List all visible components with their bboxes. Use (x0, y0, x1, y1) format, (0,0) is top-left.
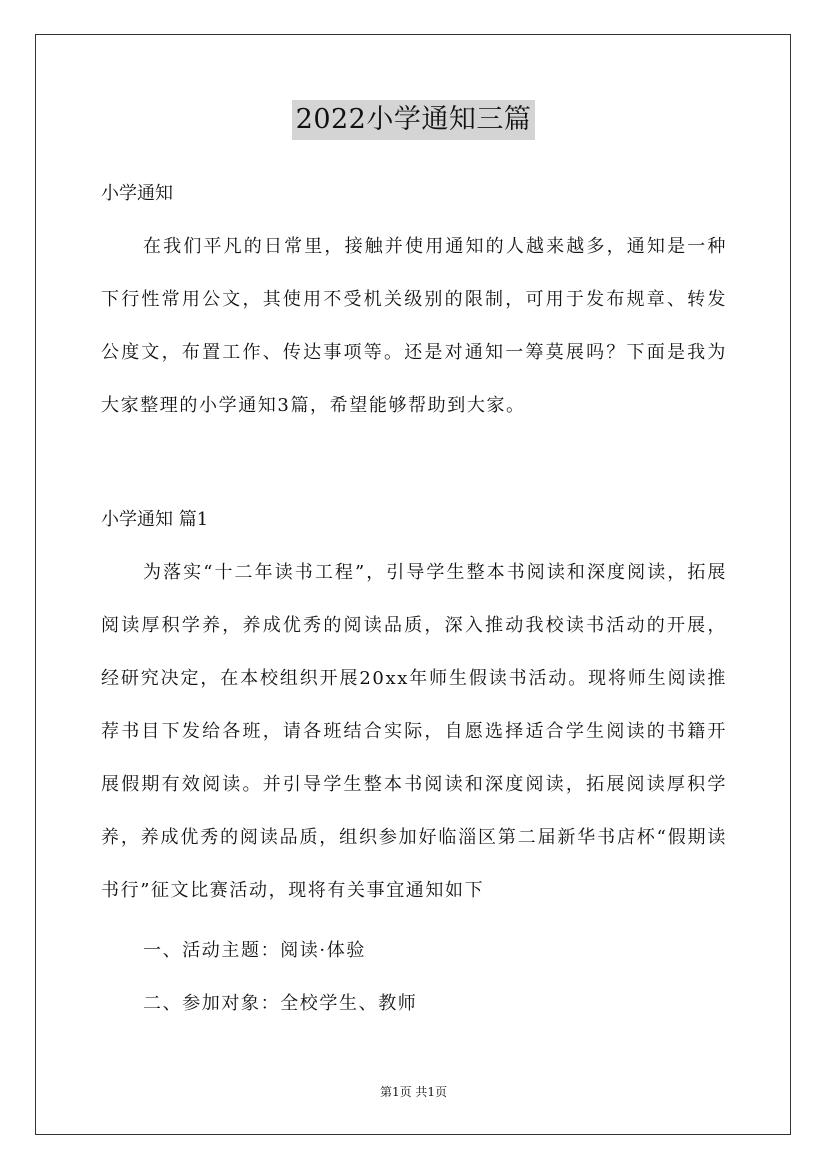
title-wrap (0, 100, 827, 140)
page-footer: 第1页 共1页 (379, 1085, 448, 1099)
section1-heading: 小学通知 篇1 (101, 509, 209, 530)
intro-paragraph: 在我们平凡的日常里，接触并使用通知的人越来越多，通知是一种下行性常用公文，其使用不受机关级别的限制，可用于发布规章、转发公度文，布置工作、传达事项等。还是对通知一筹莫展吗？下面是我为大家整理的小学通知3篇，希望能够帮助到大家。 (101, 236, 727, 416)
intro-heading: 小学通知 (101, 183, 173, 204)
section1-paragraph: 为落实“十二年读书工程”，引导学生整本书阅读和深度阅读，拓展阅读厚积学养，养成优秀的阅读品质，深入推动我校读书活动的开展，经研究决定，在本校组织开展20xx年师生假读书活动。现将师生阅读推荐书目下发给各班，请各班结合实际，自愿选择适合学生阅读的书籍开展假期有效阅读。并引导学生整本书阅读和深度阅读，拓展阅读厚积学养，养成优秀的阅读品质，组织参加好临淄区第二届新华书店杯“假期读书行”征文比赛活动，现将有关事宜通知如下 (101, 562, 727, 901)
list-item-participants: 二、参加对象：全校学生、教师 (143, 993, 418, 1014)
list-item-theme: 一、活动主题：阅读·体验 (143, 940, 366, 961)
document-title: 2022小学通知三篇 (292, 100, 536, 140)
